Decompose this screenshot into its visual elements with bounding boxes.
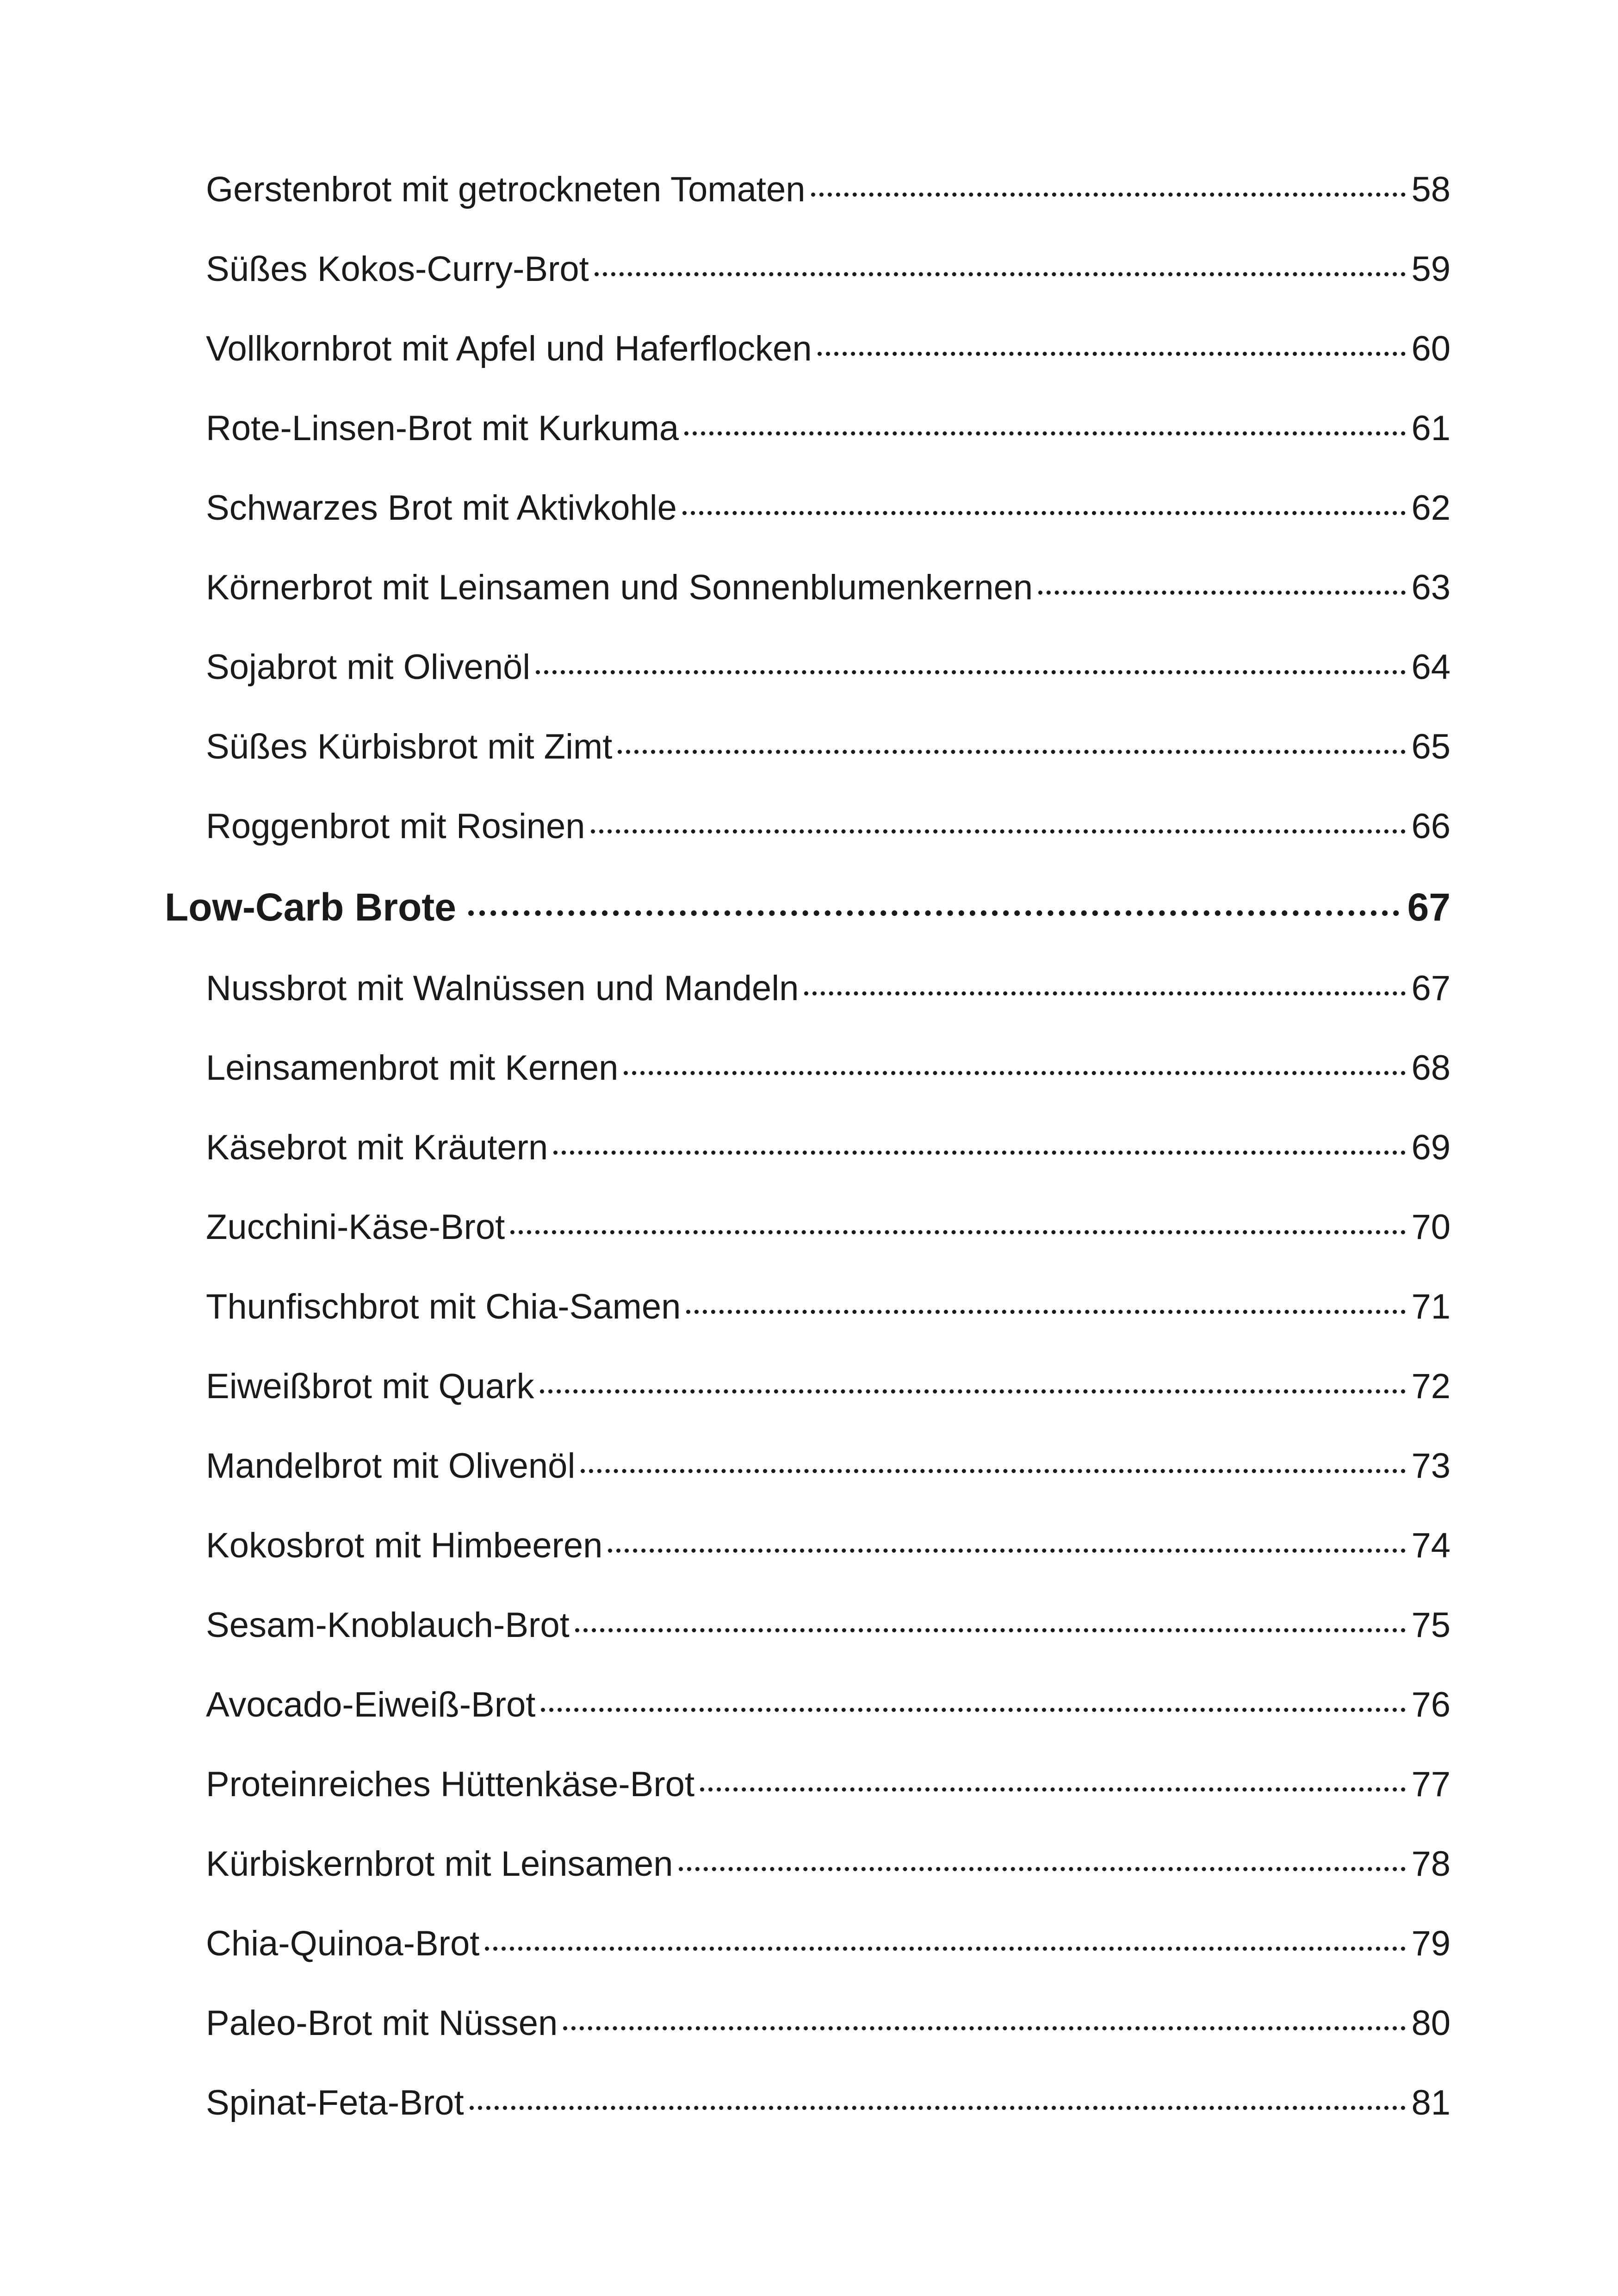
dot-leader bbox=[468, 910, 1399, 916]
toc-entry-title: Mandelbrot mit Olivenöl bbox=[206, 1446, 576, 1486]
toc-entry-page: 80 bbox=[1411, 2004, 1451, 2043]
toc-entry-page: 64 bbox=[1411, 647, 1451, 687]
toc-entry[interactable] bbox=[206, 162, 1451, 218]
toc-entry[interactable] bbox=[206, 1677, 1451, 1733]
toc-section-heading[interactable] bbox=[165, 879, 1451, 935]
toc-entry[interactable] bbox=[206, 1836, 1451, 1892]
toc-entry-page: 69 bbox=[1411, 1128, 1451, 1167]
toc-entry-title: Chia-Quinoa-Brot bbox=[206, 1924, 480, 1963]
toc-entry-title: Thunfischbrot mit Chia-Samen bbox=[206, 1287, 681, 1326]
toc-entry[interactable] bbox=[206, 1120, 1451, 1176]
toc-entry-title: Käsebrot mit Kräutern bbox=[206, 1128, 548, 1167]
toc-entry-page: 62 bbox=[1411, 488, 1451, 528]
toc-entry-page: 70 bbox=[1411, 1207, 1451, 1247]
toc-entry-title: Kokosbrot mit Himbeeren bbox=[206, 1526, 603, 1565]
toc-entry[interactable] bbox=[206, 321, 1451, 377]
toc-entry-title: Rote-Linsen-Brot mit Kurkuma bbox=[206, 409, 679, 448]
toc-entry-page: 58 bbox=[1411, 170, 1451, 209]
dot-leader bbox=[591, 829, 1406, 834]
toc-entry[interactable] bbox=[206, 1040, 1451, 1096]
toc-entry[interactable] bbox=[206, 1279, 1451, 1335]
toc-entry[interactable] bbox=[206, 242, 1451, 297]
toc-entry-page: 73 bbox=[1411, 1446, 1451, 1486]
toc-entry[interactable] bbox=[206, 560, 1451, 616]
toc-entry-title: Schwarzes Brot mit Aktivkohle bbox=[206, 488, 677, 528]
dot-leader bbox=[536, 670, 1406, 674]
toc-entry-title: Süßes Kokos-Curry-Brot bbox=[206, 249, 589, 289]
toc-entry-page: 75 bbox=[1411, 1605, 1451, 1645]
toc-entry-title: Nussbrot mit Walnüssen und Mandeln bbox=[206, 969, 799, 1008]
toc-entry-title: Eiweißbrot mit Quark bbox=[206, 1367, 534, 1406]
dot-leader bbox=[811, 193, 1406, 197]
toc-entry[interactable] bbox=[206, 1598, 1451, 1653]
toc-entry-title: Proteinreiches Hüttenkäse-Brot bbox=[206, 1765, 695, 1804]
toc-entry[interactable] bbox=[206, 2075, 1451, 2131]
dot-leader bbox=[485, 1947, 1406, 1951]
dot-leader bbox=[686, 1310, 1406, 1314]
toc-section-page: 67 bbox=[1407, 885, 1451, 929]
toc-entry[interactable] bbox=[206, 1200, 1451, 1255]
toc-entry-title: Süßes Kürbisbrot mit Zimt bbox=[206, 727, 613, 766]
toc-entry-page: 74 bbox=[1411, 1526, 1451, 1565]
toc-entry-title: Körnerbrot mit Leinsamen und Sonnenblumenkernen bbox=[206, 568, 1033, 607]
toc-entry-title: Gerstenbrot mit getrockneten Tomaten bbox=[206, 170, 806, 209]
toc-entry-page: 67 bbox=[1411, 969, 1451, 1008]
dot-leader bbox=[553, 1151, 1406, 1155]
toc-entry-page: 79 bbox=[1411, 1924, 1451, 1963]
toc-entry-page: 71 bbox=[1411, 1287, 1451, 1326]
dot-leader bbox=[608, 1549, 1406, 1553]
toc-entry-title: Kürbiskernbrot mit Leinsamen bbox=[206, 1844, 673, 1884]
toc-entry-title: Spinat-Feta-Brot bbox=[206, 2083, 464, 2122]
toc-entry-title: Zucchini-Käse-Brot bbox=[206, 1207, 505, 1247]
toc-entry-page: 65 bbox=[1411, 727, 1451, 766]
toc-entry-page: 60 bbox=[1411, 329, 1451, 368]
dot-leader bbox=[541, 1708, 1406, 1712]
toc-entry-page: 59 bbox=[1411, 249, 1451, 289]
toc-entry[interactable] bbox=[206, 1757, 1451, 1812]
toc-entry[interactable] bbox=[206, 640, 1451, 695]
toc-entry[interactable] bbox=[206, 799, 1451, 854]
toc-entry[interactable] bbox=[206, 1996, 1451, 2051]
dot-leader bbox=[575, 1628, 1406, 1632]
toc-entry-page: 61 bbox=[1411, 409, 1451, 448]
toc-entry-page: 72 bbox=[1411, 1367, 1451, 1406]
dot-leader bbox=[682, 511, 1406, 515]
toc-entry-title: Vollkornbrot mit Apfel und Haferflocken bbox=[206, 329, 812, 368]
dot-leader bbox=[1038, 591, 1406, 595]
dot-leader bbox=[510, 1230, 1406, 1234]
dot-leader bbox=[679, 1867, 1406, 1871]
toc-entry[interactable] bbox=[206, 1438, 1451, 1494]
dot-leader bbox=[595, 272, 1406, 276]
dot-leader bbox=[700, 1787, 1406, 1792]
toc-entry-page: 68 bbox=[1411, 1048, 1451, 1088]
dot-leader bbox=[540, 1389, 1406, 1394]
toc-entry[interactable] bbox=[206, 961, 1451, 1016]
toc-entry[interactable] bbox=[206, 480, 1451, 536]
toc-entry-title: Sojabrot mit Olivenöl bbox=[206, 647, 531, 687]
toc-entry-page: 78 bbox=[1411, 1844, 1451, 1884]
toc-entry[interactable] bbox=[206, 401, 1451, 456]
dot-leader bbox=[618, 750, 1406, 754]
toc-entry[interactable] bbox=[206, 1518, 1451, 1574]
dot-leader bbox=[581, 1469, 1406, 1473]
toc-entry-title: Leinsamenbrot mit Kernen bbox=[206, 1048, 619, 1088]
toc-entry-title: Sesam-Knoblauch-Brot bbox=[206, 1605, 570, 1645]
dot-leader bbox=[563, 2026, 1406, 2030]
toc-entry-title: Avocado-Eiweiß-Brot bbox=[206, 1685, 536, 1724]
toc-entry-page: 66 bbox=[1411, 807, 1451, 846]
toc-section-title: Low-Carb Brote bbox=[165, 885, 456, 929]
toc-entry[interactable] bbox=[206, 1359, 1451, 1414]
toc-entry[interactable] bbox=[206, 719, 1451, 775]
dot-leader bbox=[470, 2106, 1406, 2110]
toc-entry-page: 77 bbox=[1411, 1765, 1451, 1804]
toc-entry-page: 63 bbox=[1411, 568, 1451, 607]
dot-leader bbox=[818, 352, 1406, 356]
dot-leader bbox=[684, 431, 1406, 436]
dot-leader bbox=[624, 1071, 1406, 1075]
toc-entry-page: 76 bbox=[1411, 1685, 1451, 1724]
toc-entry-title: Paleo-Brot mit Nüssen bbox=[206, 2004, 558, 2043]
dot-leader bbox=[804, 991, 1406, 996]
toc-entry[interactable] bbox=[206, 1916, 1451, 1972]
toc-entry-title: Roggenbrot mit Rosinen bbox=[206, 807, 585, 846]
toc-entry-page: 81 bbox=[1411, 2083, 1451, 2122]
